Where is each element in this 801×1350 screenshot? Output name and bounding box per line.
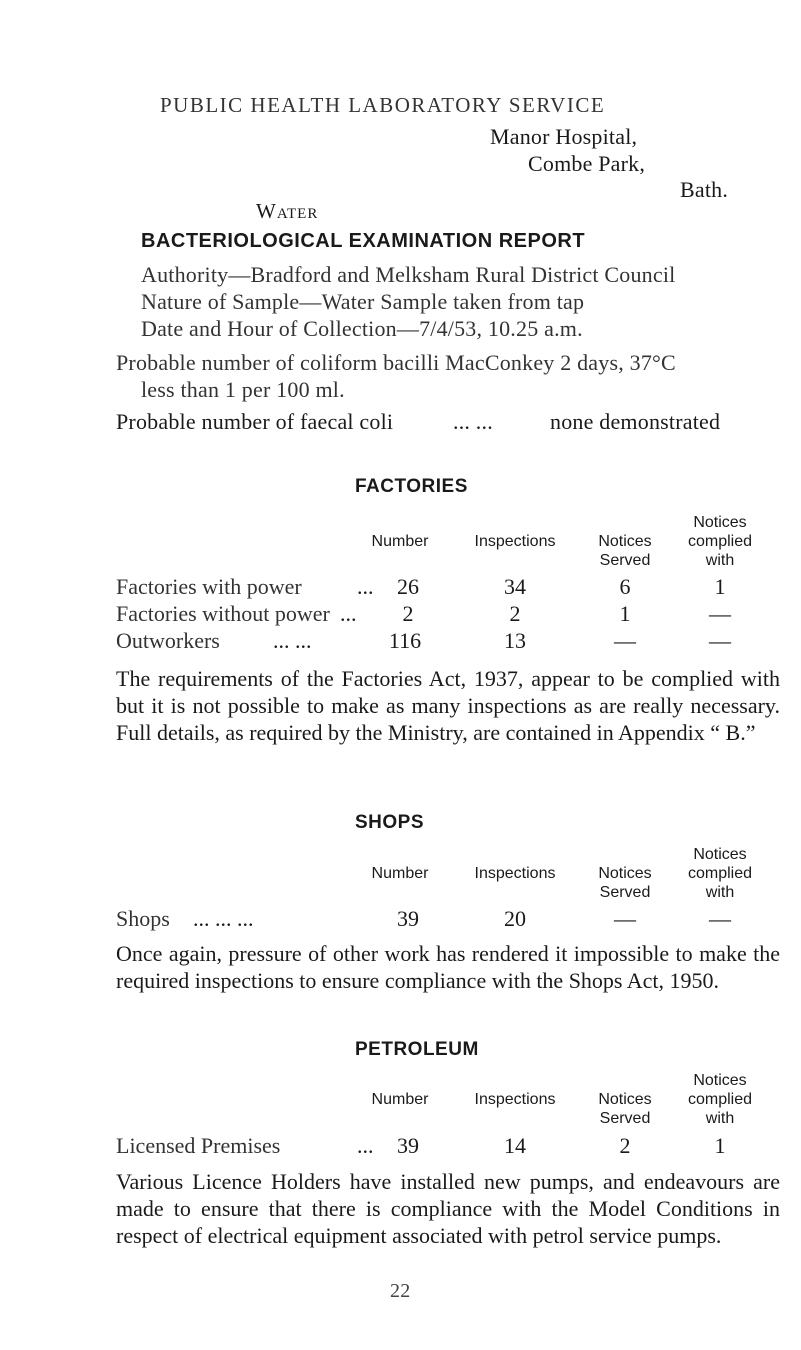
row-complied: 1 bbox=[714, 1133, 726, 1158]
col-served-1: Notices bbox=[598, 1091, 652, 1108]
row-dots: ... ... ... bbox=[193, 906, 254, 931]
coliform-line-1: Probable number of coliform bacilli MacConkey 2 days, 37°C bbox=[116, 350, 676, 375]
row-served: — bbox=[614, 628, 636, 653]
address-line-2: Combe Park, bbox=[528, 151, 646, 176]
faecal-value: none demonstrated bbox=[550, 409, 721, 434]
row-number: 116 bbox=[388, 628, 422, 653]
col-complied-1: Notices bbox=[693, 846, 747, 863]
row-dots: ... bbox=[357, 574, 374, 599]
row-dots: ... bbox=[340, 601, 357, 626]
row-complied: — bbox=[709, 628, 731, 653]
col-number: Number bbox=[371, 533, 429, 550]
service-title: PUBLIC HEALTH LABORATORY SERVICE bbox=[160, 93, 606, 117]
col-complied-2: complied bbox=[687, 865, 753, 882]
row-inspections: 13 bbox=[504, 628, 526, 653]
row-label: Outworkers bbox=[116, 628, 220, 653]
row-label: Factories with power bbox=[116, 574, 302, 599]
report-authority: Authority—Bradford and Melksham Rural District Council bbox=[141, 262, 676, 287]
col-inspections: Inspections bbox=[474, 1091, 556, 1108]
col-complied-3: with bbox=[705, 884, 735, 901]
col-number: Number bbox=[371, 1091, 429, 1108]
row-number: 39 bbox=[397, 906, 419, 931]
row-label: Shops bbox=[116, 906, 170, 931]
report-nature: Nature of Sample—Water Sample taken from tap bbox=[141, 289, 585, 314]
row-dots: ... ... bbox=[273, 628, 312, 653]
address-line-1: Manor Hospital, bbox=[490, 124, 638, 149]
col-inspections: Inspections bbox=[474, 533, 556, 550]
faecal-label: Probable number of faecal coli bbox=[116, 409, 394, 434]
shops-heading: SHOPS bbox=[355, 812, 425, 833]
row-inspections: 2 bbox=[509, 601, 521, 626]
row-served: — bbox=[614, 906, 636, 931]
row-number: 2 bbox=[402, 601, 414, 626]
row-number: 39 bbox=[397, 1133, 419, 1158]
row-complied: — bbox=[709, 601, 731, 626]
col-served-2: Served bbox=[599, 552, 651, 569]
coliform-line-2: less than 1 per 100 ml. bbox=[141, 377, 345, 402]
row-served: 1 bbox=[619, 601, 631, 626]
row-served: 6 bbox=[619, 574, 631, 599]
report-date: Date and Hour of Collection—7/4/53, 10.25 a.m. bbox=[141, 316, 583, 341]
row-inspections: 34 bbox=[504, 574, 526, 599]
col-served-2: Served bbox=[599, 884, 651, 901]
col-number: Number bbox=[371, 865, 429, 882]
row-number: 26 bbox=[397, 574, 419, 599]
col-complied-2: complied bbox=[687, 1091, 753, 1108]
col-complied-2: complied bbox=[687, 533, 753, 550]
petroleum-paragraph: Various Licence Holders have installed new pumps, and endeavours are made to ensure that there is compliance with the Model Conditions in respect of electrical equipment associated with petrol service pumps. bbox=[116, 1169, 780, 1248]
col-complied-1: Notices bbox=[693, 514, 747, 531]
row-label: Licensed Premises bbox=[116, 1133, 281, 1158]
col-complied-1: Notices bbox=[693, 1072, 747, 1089]
row-inspections: 14 bbox=[504, 1133, 526, 1158]
row-complied: — bbox=[709, 906, 731, 931]
factories-paragraph: The requirements of the Factories Act, 1937, appear to be complied with but it is not possible to make as many inspections as are really necessary. Full details, as required by the Ministry, are contained in Appendix “ B.” bbox=[116, 666, 780, 745]
report-title: BACTERIOLOGICAL EXAMINATION REPORT bbox=[141, 230, 586, 252]
page-number: 22 bbox=[390, 1280, 411, 1302]
shops-paragraph: Once again, pressure of other work has rendered it impossible to make the required inspections to ensure compliance with the Shops Act, 1950. bbox=[116, 941, 780, 993]
faecal-dots: ... ... bbox=[453, 409, 493, 434]
water-label: Water bbox=[256, 199, 319, 223]
row-complied: 1 bbox=[714, 574, 726, 599]
address-line-3: Bath. bbox=[680, 177, 729, 202]
row-dots: ... bbox=[357, 1133, 374, 1158]
petroleum-heading: PETROLEUM bbox=[355, 1039, 479, 1060]
row-inspections: 20 bbox=[504, 906, 526, 931]
col-inspections: Inspections bbox=[474, 865, 556, 882]
col-served-1: Notices bbox=[598, 865, 652, 882]
col-complied-3: with bbox=[705, 1110, 735, 1127]
row-label: Factories without power bbox=[116, 601, 330, 626]
col-complied-3: with bbox=[705, 552, 735, 569]
factories-heading: FACTORIES bbox=[355, 476, 468, 497]
row-served: 2 bbox=[619, 1133, 631, 1158]
col-served-1: Notices bbox=[598, 533, 652, 550]
col-served-2: Served bbox=[599, 1110, 651, 1127]
